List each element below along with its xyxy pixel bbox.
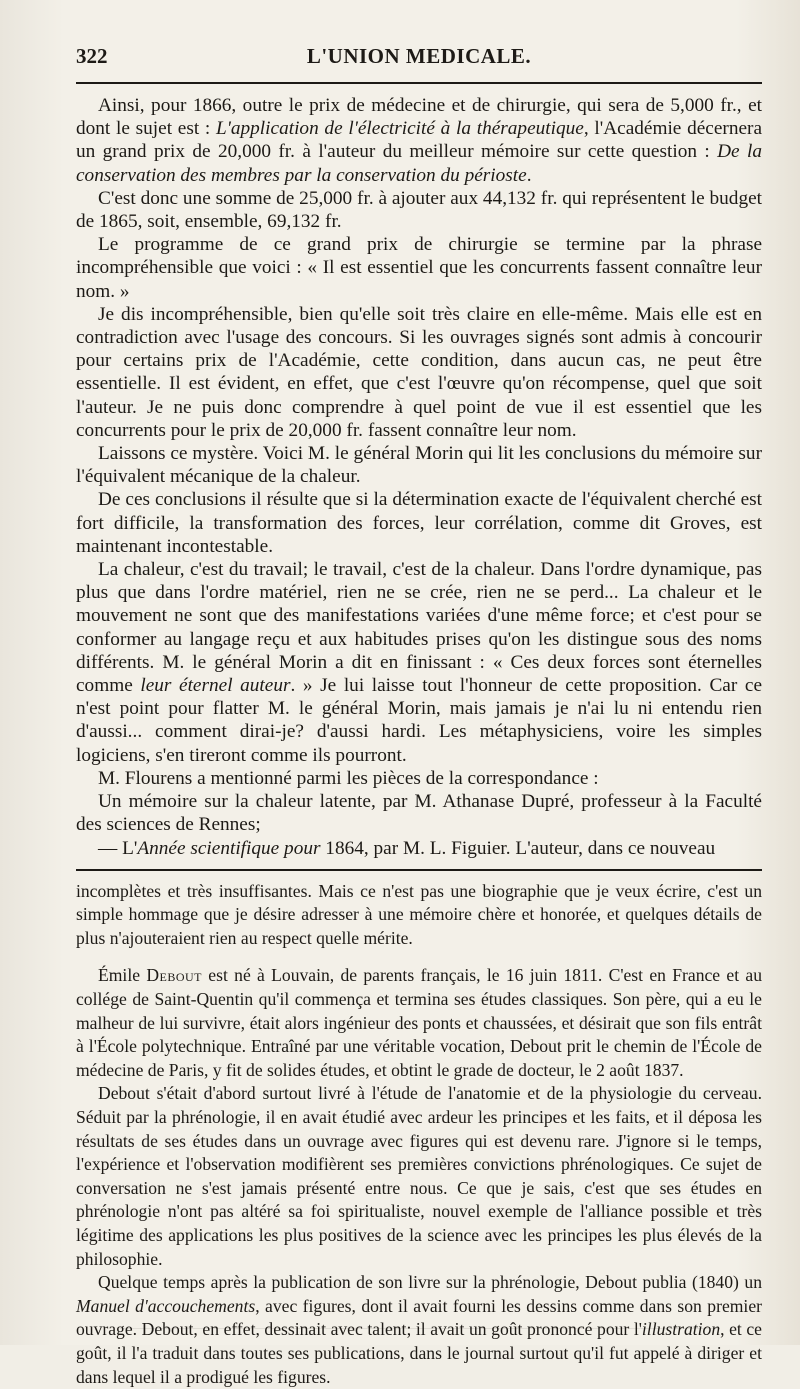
text: — L': [98, 837, 138, 859]
running-title: L'UNION MEDICALE.: [306, 44, 532, 68]
text: , avec figures, dont il avait fourni les dessins comme dans son premier ouvrage. Debout, en effet, dessinait avec talent; il avait un goût prononcé pour l': [76, 1295, 762, 1340]
paragraph: Un mémoire sur la chaleur latente, par M. Athanase Dupré, professeur à la Faculté des sciences de Rennes;: [76, 791, 762, 836]
page-number: 322: [76, 44, 108, 68]
text: Émile: [98, 965, 147, 986]
header-rule: [76, 82, 762, 84]
italic-text: Manuel d'accouchements: [76, 1295, 256, 1316]
italic-text: L'application de l'électricité à la thérapeutique: [216, 118, 584, 140]
page-header: [76, 44, 762, 78]
paragraph: [76, 964, 762, 1082]
lower-article: [76, 880, 762, 1389]
paragraph: Laissons ce mystère. Voici M. le général Morin qui lit les conclusions du mémoire sur l'équivalent mécanique de la chaleur.: [76, 443, 762, 488]
upper-article: [76, 94, 762, 860]
italic-text: De la conservation des membres par la conservation du périoste: [76, 141, 762, 186]
paragraph: [76, 837, 762, 860]
italic-text: leur éternel auteur: [140, 675, 291, 697]
text: , et ce goût, il l'a traduit dans toutes ses publications, dans le journal surtout qu'il fut appelé à diriger et dans lequel il a prodigué les figures.: [76, 1319, 762, 1387]
text: .: [526, 164, 532, 186]
text: Quelque temps après la publication de son livre sur la phrénologie, Debout publia (1840) un: [98, 1272, 762, 1293]
paragraph: Le programme de ce grand prix de chirurgie se termine par la phrase incompréhensible que voici : « Il est essentiel que les concurrents fassent connaître leur nom. »: [76, 234, 762, 302]
surname: Debout: [146, 965, 203, 986]
paragraph: M. Flourens a mentionné parmi les pièces de la correspondance :: [98, 767, 599, 789]
paragraph: Debout s'était d'abord surtout livré à l'étude de l'anatomie et de la physiologie du cerveau. Séduit par la phrénologie, il en avait étudié avec ardeur les principes et les faits, et il déposa les résultats de ses études dans un ouvrage avec figures qui est devenu rare. J'ignore si le temps, l'expérience et l'observation modifièrent ses premières convictions phrénologiques. Ce sujet de conversation ne s'est jamais présenté entre nous. Ce que je sais, c'est que ses études en phrénologie n'ont pas altéré sa foi spiritualiste, nouvel exemple de l'alliance possible et très légitime des applications les plus positives de la science avec les principes les plus élevés de la philosophie.: [76, 1083, 762, 1269]
text: Ainsi, pour 1866, outre le prix de médecine et de chirurgie, qui sera de 5,000 fr., et dont le sujet est :: [76, 95, 762, 140]
text: 1864, par M. L. Figuier. L'auteur, dans ce nouveau: [320, 837, 716, 859]
paragraph: C'est donc une somme de 25,000 fr. à ajouter aux 44,132 fr. qui représentent le budget de 1865, soit, ensemble, 69,132 fr.: [76, 187, 762, 233]
text: , l'Académie décernera un grand prix de 20,000 fr. à l'auteur du meilleur mémoire sur cette question :: [76, 118, 762, 163]
italic-text: illustration: [641, 1319, 721, 1340]
page-footer-shadow: [120, 1328, 720, 1331]
text: . » Je lui laisse tout l'honneur de cette proposition. Car ce n'est point pour flatter M. le général Morin, mais jamais je n'ai lu ni entendu rien d'aussi... comment dirai-je? d'aussi hardi. Les métaphysiciens, voire les simples logiciens, s'en tireront comme ils pourront.: [76, 675, 763, 766]
paragraph: De ces conclusions il résulte que si la détermination exacte de l'équivalent cherché est fort difficile, la transformation des forces, leur corrélation, comme dit Groves, est maintenant incontestable.: [76, 489, 762, 557]
paragraph: [76, 94, 762, 187]
paragraph: [76, 558, 762, 767]
paragraph: Je dis incompréhensible, bien qu'elle soit très claire en elle-même. Mais elle est en contradiction avec l'usage des concours. Si les ouvrages signés sont admis à concourir pour certains prix de l'Académie, cette condition, dans aucun cas, ne peut être essentielle. Il est évident, en effet, que c'est l'œuvre qu'on récompense, quel que soit l'auteur. Je ne puis donc comprendre à quel point de vue il est essentiel que les concurrents pour le prix de 20,000 fr. fassent connaître leur nom.: [76, 303, 762, 441]
section-divider: [76, 869, 762, 871]
text: est né à Louvain, de parents français, le 16 juin 1811. C'est en France et au collége de Saint-Quentin qu'il commença et termina ses études classiques. Son père, qui a eu le malheur de lui survivre, était alors ingénieur des ponts et chaussées, et désirait que son fils entrât à l'École polytechnique. Entraîné par une véritable vocation, Debout prit le chemin de l'École de médecine de Paris, y fit de solides études, et obtint le grade de docteur, le 2 août 1837.: [76, 965, 762, 1080]
text: La chaleur, c'est du travail; le travail, c'est de la chaleur. Dans l'ordre dynamique, pas plus que dans l'ordre matériel, rien ne se crée, rien ne se perd... La chaleur et le mouvement ne sont que des manifestations variées d'une même force; et c'est pour se conformer au langage reçu et aux habitudes prises qu'on les distingue sous des noms différents. M. le général Morin a dit en finissant : « Ces deux forces sont éternelles comme: [76, 559, 762, 697]
paragraph: incomplètes et très insuffisantes. Mais ce n'est pas une biographie que je veux écrire, c'est un simple hommage que je désire adresser à une mémoire chère et honorée, et quelques détails de plus n'ajouteraient rien au respect quelle mérite.: [76, 880, 762, 948]
italic-text: Année scientifique pour: [137, 837, 321, 859]
